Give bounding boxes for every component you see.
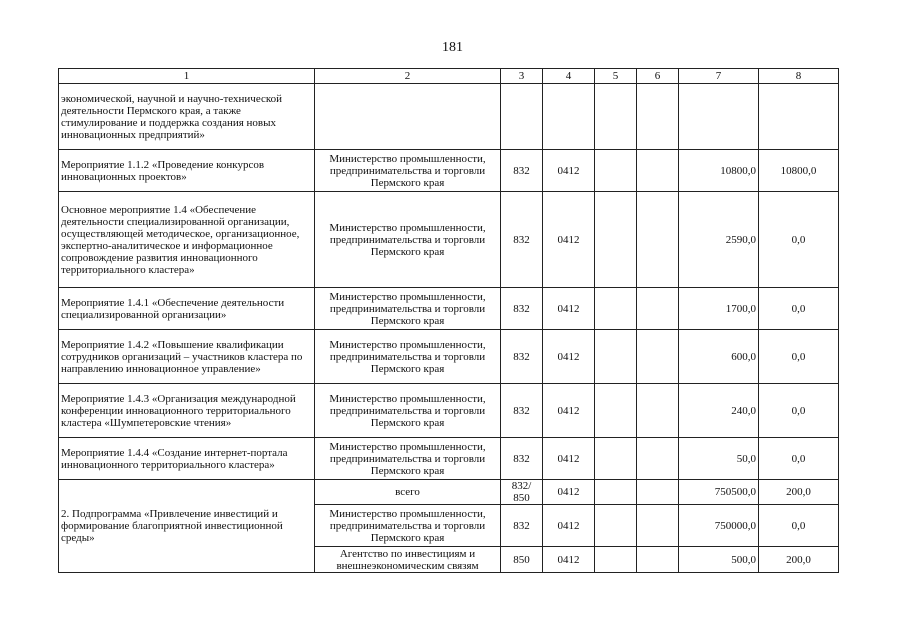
activity-name: Мероприятие 1.4.1 «Обеспечение деятельности специализированной организации» — [59, 288, 315, 330]
activity-name: Мероприятие 1.1.2 «Проведение конкурсов инновационных проектов» — [59, 150, 315, 192]
activity-name: Мероприятие 1.4.3 «Организация международной конференции инновационного территориального кластера «Шумпетеровские чтения» — [59, 384, 315, 438]
cell: 0412 — [543, 438, 595, 480]
cell — [595, 192, 637, 288]
executor: Министерство промышленности, предпринимательства и торговли Пермского края — [315, 192, 501, 288]
cell — [679, 84, 759, 150]
page-number: 181 — [442, 40, 463, 55]
column-header: 2 — [315, 69, 501, 84]
cell: 832 — [501, 384, 543, 438]
cell: 832 — [501, 192, 543, 288]
column-header: 5 — [595, 69, 637, 84]
cell: 832/ 850 — [501, 480, 543, 505]
cell — [637, 505, 679, 547]
column-header: 1 — [59, 69, 315, 84]
cell: 0,0 — [759, 438, 839, 480]
cell — [543, 84, 595, 150]
cell: 750500,0 — [679, 480, 759, 505]
cell: 1700,0 — [679, 288, 759, 330]
cell: 0,0 — [759, 505, 839, 547]
cell: 10800,0 — [679, 150, 759, 192]
cell — [637, 150, 679, 192]
cell: 832 — [501, 438, 543, 480]
cell — [595, 547, 637, 573]
cell — [637, 480, 679, 505]
executor: Министерство промышленности, предпринимательства и торговли Пермского края — [315, 330, 501, 384]
column-header: 7 — [679, 69, 759, 84]
table-row — [59, 192, 839, 288]
cell — [595, 384, 637, 438]
cell — [501, 84, 543, 150]
cell: 0412 — [543, 547, 595, 573]
table-row — [59, 84, 839, 150]
cell: 0412 — [543, 505, 595, 547]
cell — [637, 84, 679, 150]
cell — [595, 505, 637, 547]
cell: 0412 — [543, 384, 595, 438]
budget-table — [58, 68, 839, 573]
column-header: 6 — [637, 69, 679, 84]
subprogram-name: 2. Подпрограмма «Привлечение инвестиций и формирование благоприятной инвестиционной среды» — [59, 480, 315, 573]
cell: 832 — [501, 505, 543, 547]
cell — [595, 330, 637, 384]
cell: 0,0 — [759, 288, 839, 330]
cell: 200,0 — [759, 480, 839, 505]
executor: Агентство по инвестициям и внешнеэкономическим связям — [315, 547, 501, 573]
executor — [315, 84, 501, 150]
cell: 0,0 — [759, 192, 839, 288]
activity-name: Основное мероприятие 1.4 «Обеспечение деятельности специализированной организации, осуществляющей методическое, организационное, экспертно-аналитическое и информационное сопровождение развития инновационного территориального кластера» — [59, 192, 315, 288]
table-row — [59, 150, 839, 192]
cell: 0412 — [543, 288, 595, 330]
cell: 500,0 — [679, 547, 759, 573]
table-row — [59, 438, 839, 480]
cell — [595, 480, 637, 505]
executor: Министерство промышленности, предпринимательства и торговли Пермского края — [315, 150, 501, 192]
cell: 10800,0 — [759, 150, 839, 192]
table-row — [59, 384, 839, 438]
executor: Министерство промышленности, предпринимательства и торговли Пермского края — [315, 505, 501, 547]
table-row — [59, 480, 839, 505]
cell: 0412 — [543, 192, 595, 288]
cell: 2590,0 — [679, 192, 759, 288]
cell: 0412 — [543, 330, 595, 384]
cell: 600,0 — [679, 330, 759, 384]
cell: 50,0 — [679, 438, 759, 480]
cell — [637, 384, 679, 438]
cell: 0,0 — [759, 384, 839, 438]
executor: всего — [315, 480, 501, 505]
activity-name: экономической, научной и научно-технической деятельности Пермского края, а также стимулирование и поддержка создания новых инновационных предприятий» — [59, 84, 315, 150]
cell: 0412 — [543, 150, 595, 192]
cell — [637, 438, 679, 480]
cell: 832 — [501, 330, 543, 384]
cell — [595, 84, 637, 150]
cell: 0,0 — [759, 330, 839, 384]
cell: 240,0 — [679, 384, 759, 438]
header-row — [59, 69, 839, 84]
cell — [759, 84, 839, 150]
cell: 750000,0 — [679, 505, 759, 547]
executor: Министерство промышленности, предпринимательства и торговли Пермского края — [315, 288, 501, 330]
cell — [637, 330, 679, 384]
cell: 0412 — [543, 480, 595, 505]
table-row — [59, 288, 839, 330]
executor: Министерство промышленности, предпринимательства и торговли Пермского края — [315, 438, 501, 480]
column-header: 3 — [501, 69, 543, 84]
cell: 832 — [501, 150, 543, 192]
cell — [637, 288, 679, 330]
column-header: 8 — [759, 69, 839, 84]
executor: Министерство промышленности, предпринимательства и торговли Пермского края — [315, 384, 501, 438]
cell: 850 — [501, 547, 543, 573]
cell: 200,0 — [759, 547, 839, 573]
activity-name: Мероприятие 1.4.4 «Создание интернет-портала инновационного территориального кластера» — [59, 438, 315, 480]
cell — [595, 288, 637, 330]
activity-name: Мероприятие 1.4.2 «Повышение квалификации сотрудников организаций – участников кластера по направлению инновационное управление» — [59, 330, 315, 384]
cell — [637, 192, 679, 288]
cell — [595, 438, 637, 480]
cell — [595, 150, 637, 192]
table-row — [59, 330, 839, 384]
cell: 832 — [501, 288, 543, 330]
cell — [637, 547, 679, 573]
column-header: 4 — [543, 69, 595, 84]
